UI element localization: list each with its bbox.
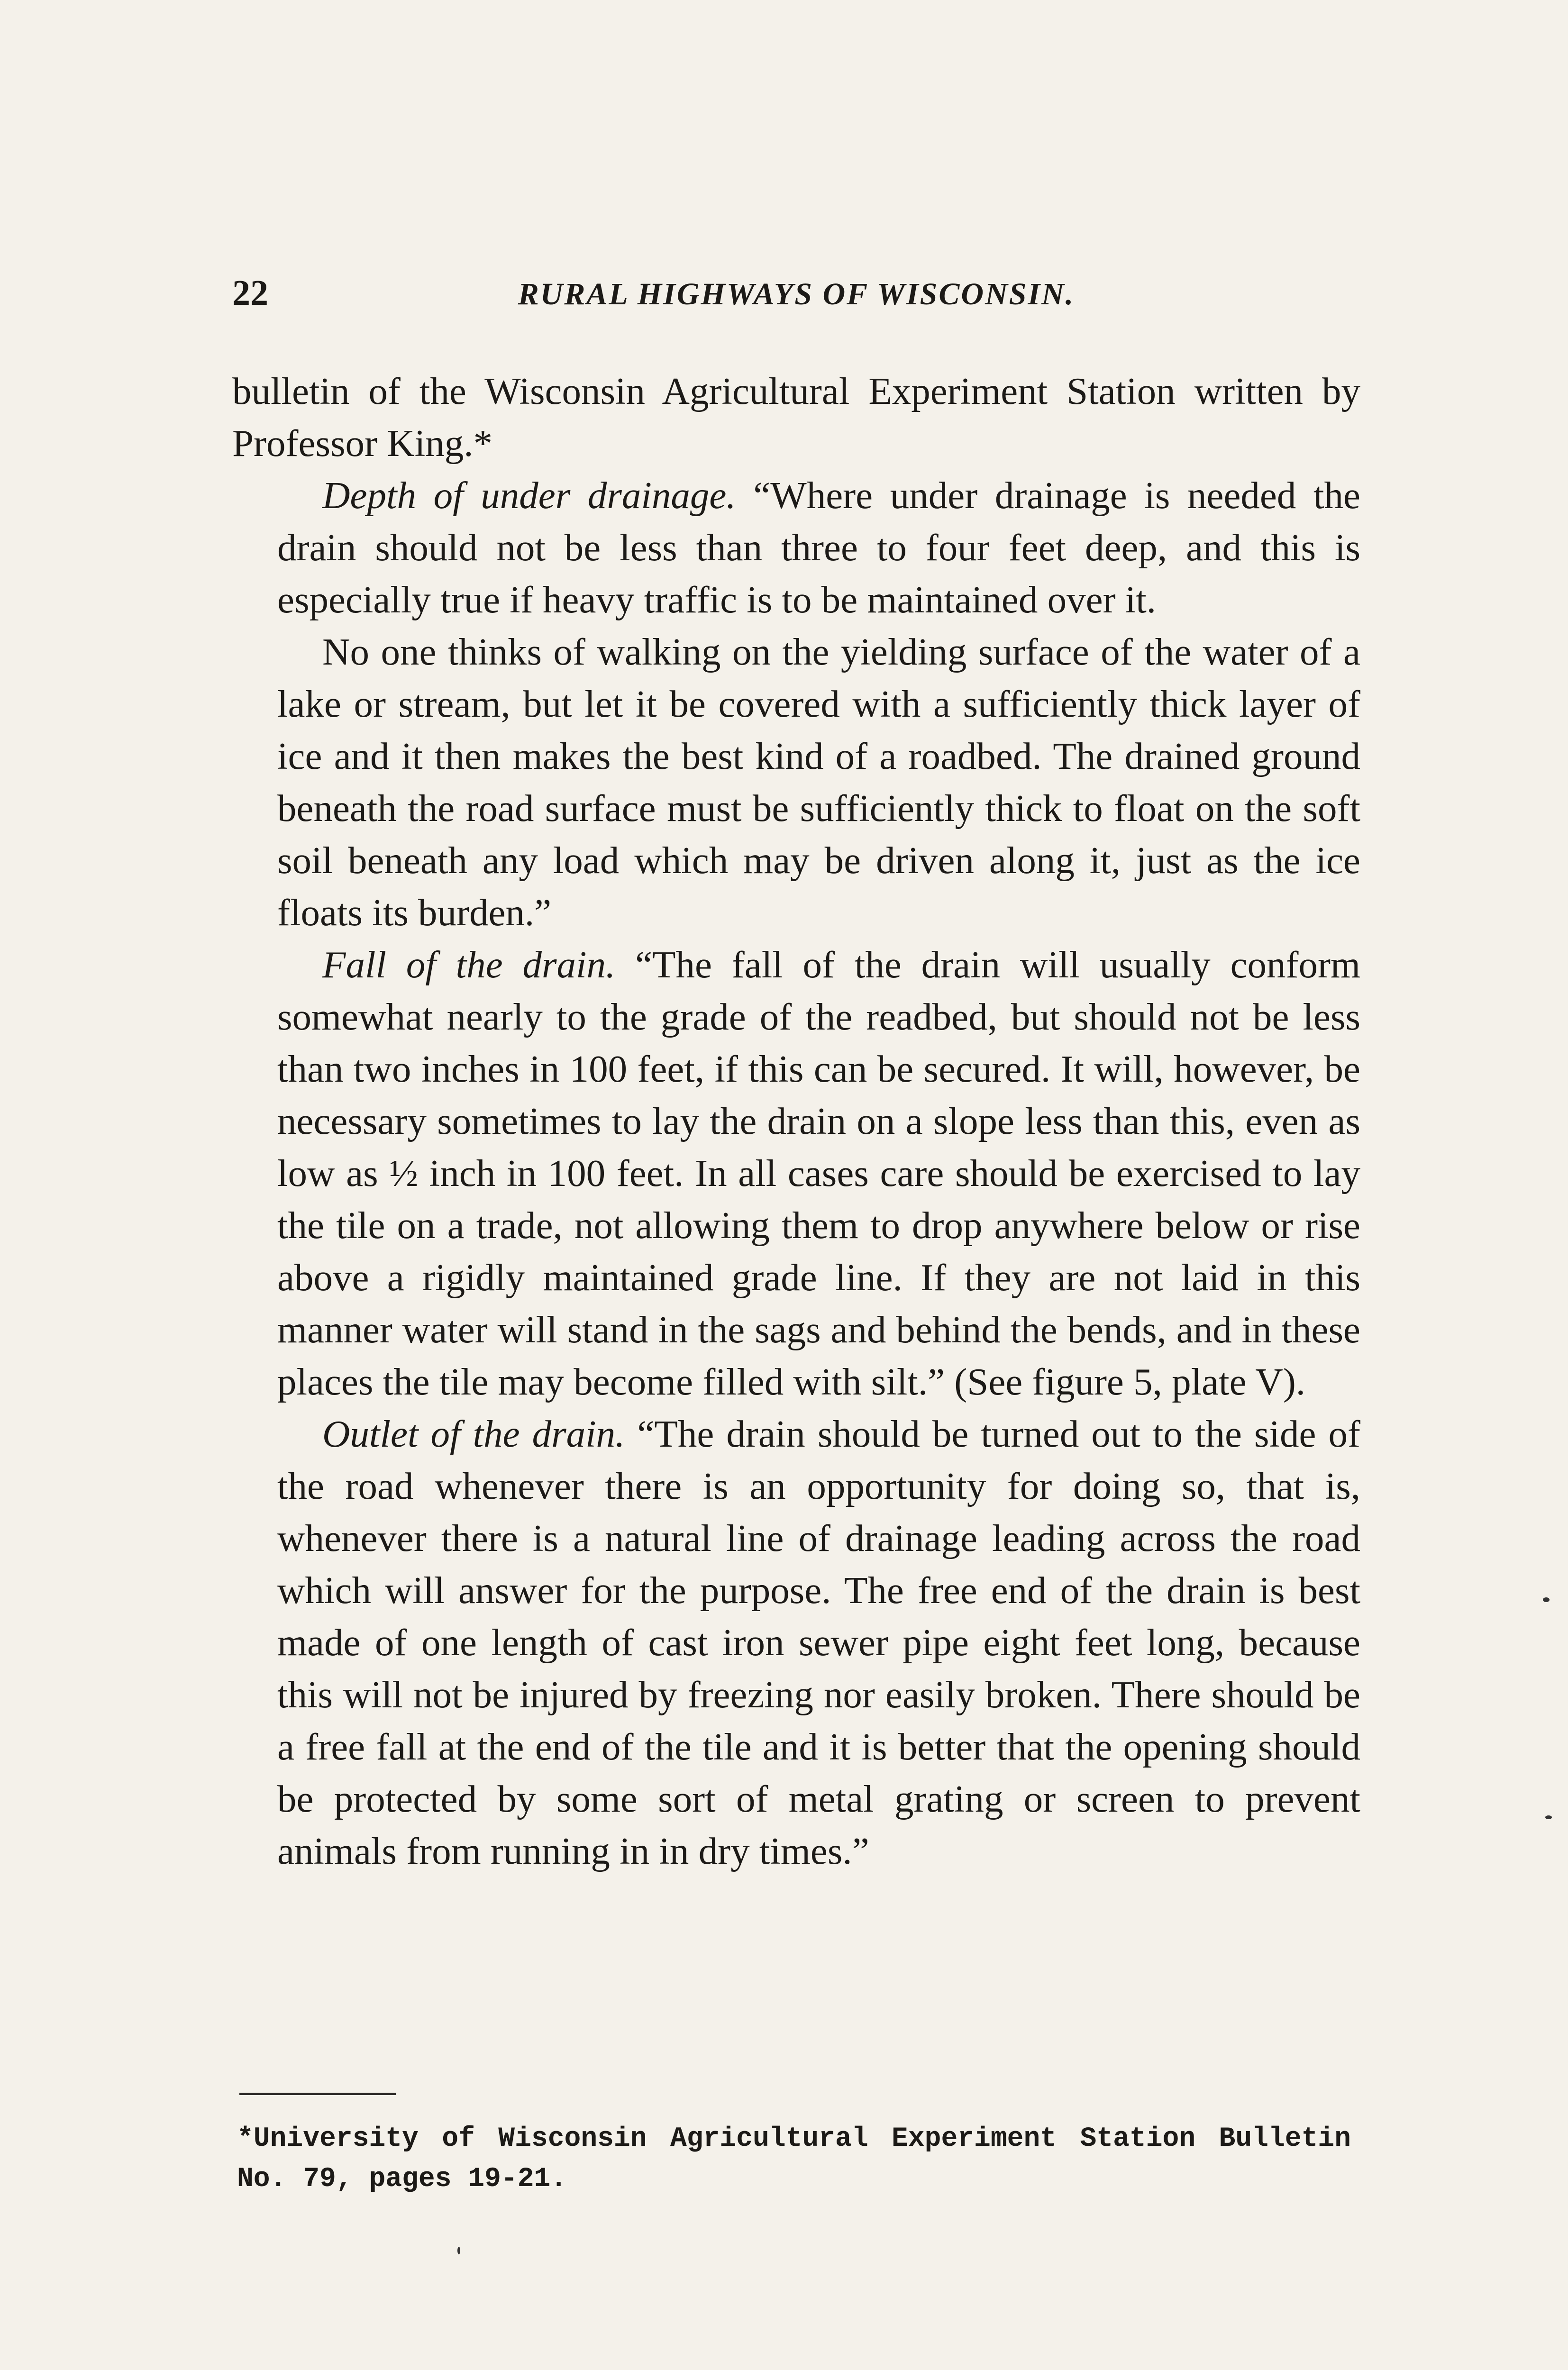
- paragraph-text: “The drain should be turned out to the side of the road whenever there is an opportunity for doing so, that is, whenever there is a natural line of drainage leading across the road which will answer for the purpose. The free end of the drain is best made of one length of cast iron sewer pipe eight feet long, because this will not be injured by freezing nor easily broken. There should be a free fall at the end of the tile and it is better that the opening should be protected by some sort of metal grating or screen to prevent animals from running in in dry times.”: [277, 1413, 1360, 1872]
- paragraph-text: “Where under drainage is needed the drain should not be less than three to four feet deep, and this is especially true if heavy traffic is to be maintained over it.: [277, 474, 1360, 621]
- paragraph-text: bulletin of the Wisconsin Agricultural Experiment Station written by Professor King.*: [232, 370, 1360, 465]
- section-lead-heading: Depth of under drainage.: [322, 474, 736, 517]
- speck: [1545, 1815, 1552, 1819]
- speck: [457, 2247, 460, 2254]
- footnote-divider: [239, 2093, 396, 2095]
- page-header: [232, 273, 1360, 325]
- speck: [1543, 1597, 1550, 1602]
- body-text: [232, 365, 1360, 1877]
- section-lead-heading: Outlet of the drain.: [322, 1413, 625, 1455]
- paragraph-text: No one thinks of walking on the yielding surface of the water of a lake or stream, but let it be covered with a sufficiently thick layer of ice and it then makes the best kind of a roadbed. The drained ground beneath the road surface must be sufficiently thick to float on the soft soil beneath any load which may be driven along it, just as the ice floats its burden.”: [277, 630, 1360, 934]
- footnote: *University of Wisconsin Agricultural Experiment Station Bulletin No. 79, pages 19-21.: [237, 2124, 1351, 2195]
- paragraph-outlet-of-the-drain: [277, 1408, 1360, 1877]
- paragraph-continuation: [232, 365, 1360, 469]
- page-number: 22: [232, 273, 268, 313]
- section-lead-heading: Fall of the drain.: [322, 943, 616, 986]
- paragraph-depth-of-under-drainage: [277, 469, 1360, 626]
- running-title: RURAL HIGHWAYS OF WISCONSIN.: [518, 277, 1075, 311]
- paragraph-fall-of-the-drain: [277, 939, 1360, 1408]
- paragraph-ice-analogy: [277, 626, 1360, 939]
- paragraph-text: “The fall of the drain will usually conform somewhat nearly to the grade of the readbed, but should not be less than two inches in 100 feet, if this can be secured. It will, however, be necessary sometimes to lay the drain on a slope less than this, even as low as ½ inch in 100 feet. In all cases care should be exercised to lay the tile on a trade, not allowing them to drop anywhere below or rise above a rigidly maintained grade line. If they are not laid in this manner water will stand in the sags and behind the bends, and in these places the tile may become filled with silt.” (See figure 5, plate V).: [277, 943, 1360, 1403]
